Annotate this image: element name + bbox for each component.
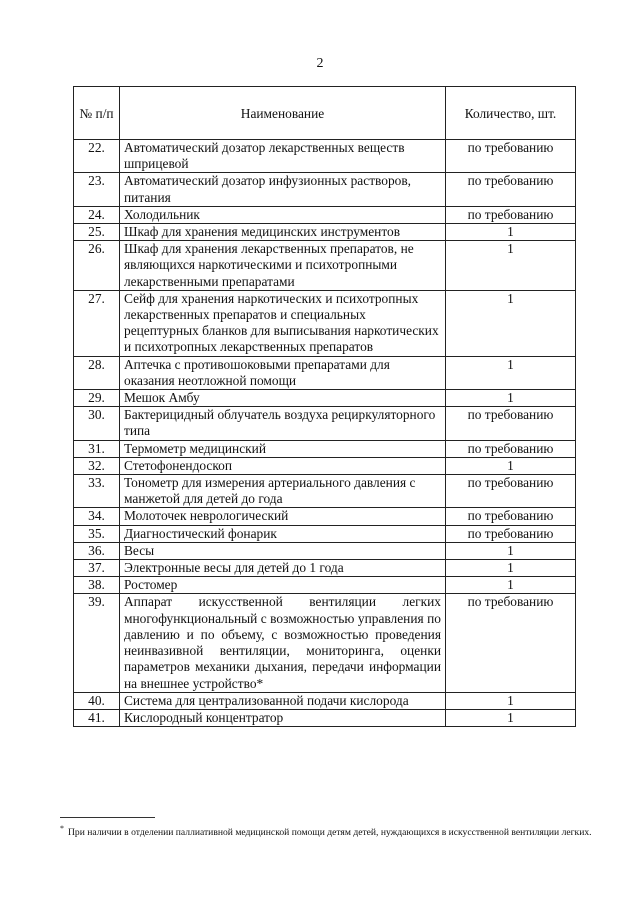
equipment-table: [73, 86, 576, 727]
table-row: [74, 542, 576, 559]
row-qty: 1: [446, 577, 576, 594]
row-qty: по требованию: [446, 407, 576, 440]
row-num: 37.: [74, 560, 120, 577]
row-num: 25.: [74, 224, 120, 241]
table-row: [74, 560, 576, 577]
row-num: 36.: [74, 542, 120, 559]
row-name: Ростомер: [120, 577, 446, 594]
row-name: Холодильник: [120, 206, 446, 223]
row-name: Шкаф для хранения лекарственных препаратов, не являющихся наркотическими и психотропными лекарственными препаратами: [120, 241, 446, 291]
row-name: Стетофонендоскоп: [120, 457, 446, 474]
row-num: 41.: [74, 709, 120, 726]
page-number: 2: [316, 56, 324, 71]
row-qty: 1: [446, 356, 576, 389]
row-name: Весы: [120, 542, 446, 559]
table-row: [74, 709, 576, 726]
row-qty: по требованию: [446, 173, 576, 206]
row-num: 40.: [74, 692, 120, 709]
row-num: 33.: [74, 475, 120, 508]
row-qty: 1: [446, 290, 576, 356]
footnote-marker: *: [60, 824, 64, 833]
table-row: [74, 577, 576, 594]
row-qty: 1: [446, 390, 576, 407]
table-header-row: [74, 87, 576, 140]
row-qty: 1: [446, 692, 576, 709]
header-num: № п/п: [74, 87, 120, 140]
row-num: 24.: [74, 206, 120, 223]
footnote-divider: [60, 817, 155, 818]
row-name: Мешок Амбу: [120, 390, 446, 407]
row-qty: по требованию: [446, 140, 576, 173]
table-row: [74, 508, 576, 525]
row-num: 39.: [74, 594, 120, 692]
row-name: Термометр медицинский: [120, 440, 446, 457]
row-qty: по требованию: [446, 475, 576, 508]
table-row: [74, 224, 576, 241]
row-qty: по требованию: [446, 508, 576, 525]
table-row: [74, 290, 576, 356]
row-num: 28.: [74, 356, 120, 389]
table-row: [74, 140, 576, 173]
row-num: 38.: [74, 577, 120, 594]
row-qty: по требованию: [446, 525, 576, 542]
row-name: Аппарат искусственной вентиляции легких многофункциональный с возможностью управления по давлению и по объему, с возможностью проведения неинвазивной вентиляции, мониторинга, оценки параметров механики дыхания, передачи информации на внешнее устройство*: [120, 594, 446, 692]
row-qty: 1: [446, 224, 576, 241]
row-qty: 1: [446, 560, 576, 577]
row-qty: 1: [446, 457, 576, 474]
header-name: Наименование: [120, 87, 446, 140]
row-num: 29.: [74, 390, 120, 407]
row-name: Аптечка с противошоковыми препаратами для оказания неотложной помощи: [120, 356, 446, 389]
table-row: [74, 173, 576, 206]
row-name: Автоматический дозатор инфузионных растворов, питания: [120, 173, 446, 206]
table-row: [74, 457, 576, 474]
row-name: Бактерицидный облучатель воздуха рециркуляторного типа: [120, 407, 446, 440]
row-num: 22.: [74, 140, 120, 173]
table-row: [74, 356, 576, 389]
row-qty: по требованию: [446, 206, 576, 223]
row-num: 30.: [74, 407, 120, 440]
table-row: [74, 440, 576, 457]
table-row: [74, 475, 576, 508]
row-num: 35.: [74, 525, 120, 542]
footnote: [60, 822, 620, 839]
table-row: [74, 692, 576, 709]
table-row: [74, 390, 576, 407]
row-name: Диагностический фонарик: [120, 525, 446, 542]
row-num: 27.: [74, 290, 120, 356]
row-name: Молоточек неврологический: [120, 508, 446, 525]
table-row: [74, 241, 576, 291]
table-row: [74, 206, 576, 223]
row-qty: по требованию: [446, 440, 576, 457]
footnote-text: При наличии в отделении паллиативной медицинской помощи детям детей, нуждающихся в искусственной вентиляции легких.: [68, 827, 592, 839]
row-name: Сейф для хранения наркотических и психотропных лекарственных препаратов и специальных рецептурных бланков для выписывания наркотических и психотропных лекарственных препаратов: [120, 290, 446, 356]
row-name: Шкаф для хранения медицинских инструментов: [120, 224, 446, 241]
row-qty: по требованию: [446, 594, 576, 692]
row-qty: 1: [446, 709, 576, 726]
table-row: [74, 525, 576, 542]
row-num: 34.: [74, 508, 120, 525]
row-qty: 1: [446, 241, 576, 291]
row-name: Тонометр для измерения артериального давления с манжетой для детей до года: [120, 475, 446, 508]
row-num: 31.: [74, 440, 120, 457]
table-row: [74, 594, 576, 692]
row-num: 26.: [74, 241, 120, 291]
row-name: Автоматический дозатор лекарственных веществ шприцевой: [120, 140, 446, 173]
row-name: Кислородный концентратор: [120, 709, 446, 726]
row-qty: 1: [446, 542, 576, 559]
row-num: 32.: [74, 457, 120, 474]
row-name: Электронные весы для детей до 1 года: [120, 560, 446, 577]
table-row: [74, 407, 576, 440]
row-name: Система для централизованной подачи кислорода: [120, 692, 446, 709]
row-num: 23.: [74, 173, 120, 206]
header-qty: Количество, шт.: [446, 87, 576, 140]
